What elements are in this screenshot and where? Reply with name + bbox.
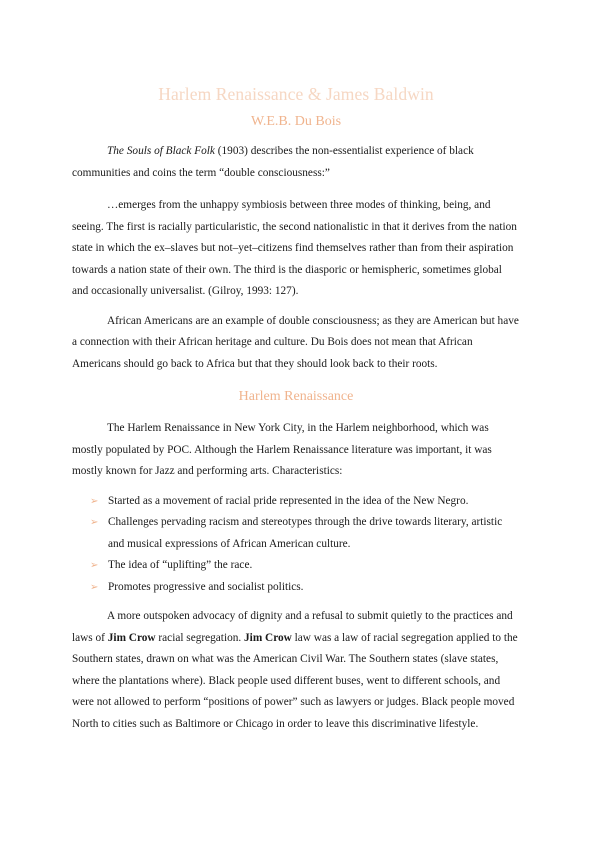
list-item: ➢ Started as a movement of racial pride represented in the idea of the New Negro. <box>90 491 520 513</box>
jim-crow-term: Jim Crow <box>107 631 156 644</box>
arrow-bullet-icon: ➢ <box>90 517 99 528</box>
section-heading-du-bois: W.E.B. Du Bois <box>250 114 342 129</box>
paragraph-harlem-intro: The Harlem Renaissance in New York City, in the Harlem neighborhood, which was mostly populated by POC. Although the Harlem Renaissance literature was important, it was mostly known for Jazz and performing arts. Characteristics: <box>72 422 492 477</box>
arrow-bullet-icon: ➢ <box>90 495 99 507</box>
jim-crow-term: Jim Crow <box>244 631 292 644</box>
arrow-bullet-icon: ➢ <box>90 581 99 593</box>
arrow-bullet-icon: ➢ <box>90 560 99 571</box>
document-title: Harlem Renaissance & James Baldwin <box>158 84 434 104</box>
paragraph-text: (1903) describes the non-essentialist experience of black communities and coins the term “double consciousness:” <box>72 145 474 179</box>
quote-gilroy: …emerges from the unhappy symbiosis between three modes of thinking, being, and seeing. The first is racially particularistic, the second nationalistic in that it derives from the nation state in which the ex–slaves but not–yet–citizens find themselves rather than from their aspiration towards a nation state of their own. The third is the diasporic or hemispheric, sometimes global and occasionally universalist. (Gilroy, 1993: 127). <box>72 199 517 297</box>
paragraph-double-consciousness: African Americans are an example of double consciousness; as they are American but have a connection with their African heritage and culture. Du Bois does not mean that African Americans should go back to Africa but that they should look back to their roots. <box>72 314 519 370</box>
characteristics-list <box>72 491 520 599</box>
paragraph-souls-of-black-folk <box>72 141 520 184</box>
section-heading-harlem-renaissance: Harlem Renaissance <box>238 389 354 404</box>
list-item: ➢ Promotes progressive and socialist politics. <box>90 577 520 599</box>
book-title: The Souls of Black Folk <box>107 145 215 157</box>
list-item: ➢ Challenges pervading racism and stereotypes through the drive towards literary, artistic and musical expressions of African American culture. <box>90 512 520 555</box>
paragraph-jim-crow: A more outspoken advocacy of dignity and a refusal to submit quietly to the practices and laws of Jim Crow racial segregation. Jim Crow law was a law of racial segregation applied to the Southern states, drawn on what was the American Civil War. The Southern states (slave states, where the plantations where). Black people used different buses, went to different schools, and were not allowed to perform “positions of power” such as lawyers or judges. Black people moved North to cities such as Baltimore or Chicago in order to leave this discriminative lifestyle. <box>72 610 518 730</box>
document-page <box>72 84 520 735</box>
list-item: ➢ The idea of “uplifting” the race. <box>90 555 520 577</box>
